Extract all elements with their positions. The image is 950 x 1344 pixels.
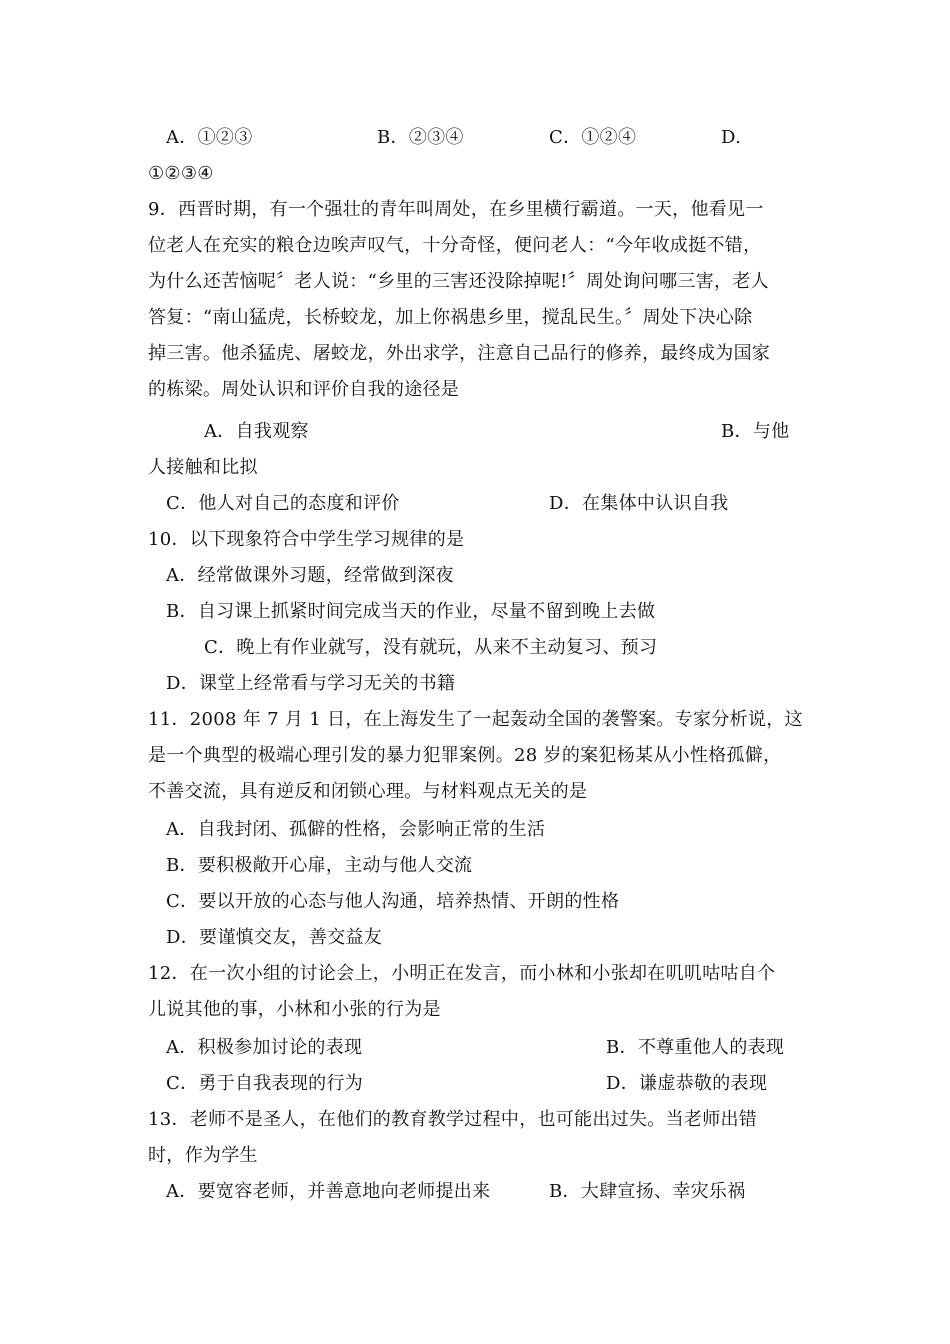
q13-stem-line: 时，作为学生 [148, 1145, 258, 1166]
q9-stem-line: 答复：“南山猛虎，长桥蛟龙，加上你祸患乡里，搅乱民生。〞周处下决心除 [148, 307, 753, 328]
q10-stem: 10．以下现象符合中学生学习规律的是 [148, 529, 465, 550]
q10-option-a: A．经常做课外习题，经常做到深夜 [166, 565, 454, 586]
q9-option-d: D．在集体中认识自我 [549, 493, 729, 514]
q9-option-c: C．他人对自己的态度和评价 [166, 493, 400, 514]
q8-option-c: C．①②④ [549, 127, 637, 148]
q9-option-a: A．自我观察 [204, 421, 309, 442]
q10-option-c: C．晚上有作业就写，没有就玩，从来不主动复习、预习 [204, 637, 658, 658]
q9-stem-line: 为什么还苦恼呢〞老人说：“乡里的三害还没除掉呢!〞周处询问哪三害，老人 [148, 271, 769, 292]
q12-option-a: A．积极参加讨论的表现 [166, 1037, 363, 1058]
q8-option-a: A．①②③ [166, 127, 253, 148]
q8-option-d-label: D. [721, 127, 742, 148]
q9-option-b-end: 人接触和比拟 [148, 457, 258, 478]
q12-stem-line: 12．在一次小组的讨论会上，小明正在发言，而小林和小张却在叽叽咕咕自个 [148, 963, 776, 984]
q12-stem-line: 儿说其他的事，小林和小张的行为是 [148, 999, 441, 1020]
q10-option-b: B．自习课上抓紧时间完成当天的作业，尽量不留到晚上去做 [166, 601, 656, 622]
q13-option-b: B．大肆宣扬、幸灾乐祸 [549, 1181, 746, 1202]
q9-stem-line: 9．西晋时期，有一个强壮的青年叫周处，在乡里横行霸道。一天，他看见一 [148, 199, 764, 220]
q10-option-d: D．课堂上经常看与学习无关的书籍 [166, 673, 456, 694]
q11-stem-line: 不善交流，具有逆反和闭锁心理。与材料观点无关的是 [148, 781, 588, 802]
q8-option-d-text: ①②③④ [148, 163, 214, 184]
q8-option-b: B．②③④ [377, 127, 464, 148]
q9-stem-line: 位老人在充实的粮仓边唉声叹气，十分奇怪，便问老人：“今年收成挺不错， [148, 235, 762, 256]
q11-stem-line: 是一个典型的极端心理引发的暴力犯罪案例。28 岁的案犯杨某从小性格孤僻， [148, 745, 782, 766]
q9-stem-line: 的栋梁。周处认识和评价自我的途径是 [148, 379, 460, 400]
q12-option-b: B．不尊重他人的表现 [606, 1037, 785, 1058]
q13-stem-line: 13．老师不是圣人，在他们的教育教学过程中，也可能出过失。当老师出错 [148, 1109, 758, 1130]
q9-option-b-start: B．与他 [721, 421, 790, 442]
q11-stem-line: 11．2008 年 7 月 1 日，在上海发生了一起轰动全国的袭警案。专家分析说，这 [148, 709, 803, 730]
q12-option-d: D．谦虚恭敬的表现 [606, 1073, 768, 1094]
q11-option-b: B．要积极敞开心扉，主动与他人交流 [166, 855, 473, 876]
q11-option-c: C．要以开放的心态与他人沟通，培养热情、开朗的性格 [166, 891, 620, 912]
q9-stem-line: 掉三害。他杀猛虎、屠蛟龙，外出求学，注意自己品行的修养，最终成为国家 [148, 343, 771, 364]
q11-option-d: D．要谨慎交友，善交益友 [166, 927, 383, 948]
q12-option-c: C．勇于自我表现的行为 [166, 1073, 364, 1094]
q11-option-a: A．自我封闭、孤僻的性格，会影响正常的生活 [166, 819, 546, 840]
q13-option-a: A．要宽容老师，并善意地向老师提出来 [166, 1181, 491, 1202]
